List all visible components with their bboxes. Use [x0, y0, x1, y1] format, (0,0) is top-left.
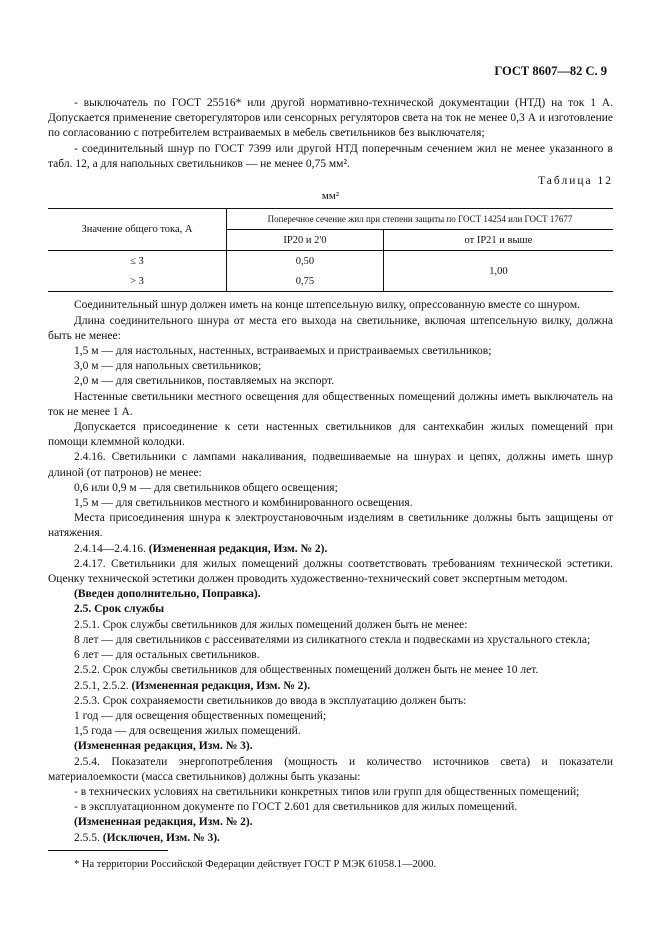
paragraph: Настенные светильники местного освещения для общественных помещений должны иметь выключатель на ток не менее 1 А.	[48, 390, 613, 418]
edit-note: (Введен дополнительно, Поправка).	[74, 588, 261, 601]
paragraph: 2.5.3. Срок сохраняемости светильников до ввода в эксплуатацию должен быть:	[74, 694, 467, 707]
paragraph: - в технических условиях на светильники конкретных типов или групп для общественных помещений;	[74, 785, 580, 798]
paragraph: - в эксплуатационном документе по ГОСТ 2.601 для светильников для жилых помещений.	[74, 801, 518, 814]
table-cell: 0,75	[227, 271, 384, 292]
paragraph: 2,0 м — для светильников, поставляемых на экспорт.	[74, 375, 335, 388]
document-body	[48, 96, 613, 872]
paragraph: 2.4.16. Светильники с лампами накаливания, подвешиваемые на шнурах и цепях, должны иметь шнур длиной (от патронов) не менее:	[48, 451, 613, 479]
table-header-group: Поперечное сечение жил при степени защиты по ГОСТ 14254 или ГОСТ 17677	[227, 209, 614, 230]
paragraph: Длина соединительного шнура от места его выхода на светильнике, включая штепсельную вилку, должна быть не менее:	[48, 314, 613, 342]
paragraph: 1,5 года — для освещения жилых помещений.	[74, 725, 301, 738]
table-12	[48, 208, 613, 292]
table-header-current: Значение общего тока, А	[48, 209, 227, 251]
paragraph: 1,5 м — для светильников местного и комбинированного освещения.	[74, 497, 413, 510]
paragraph: 1 год — для освещения общественных помещений;	[74, 709, 327, 722]
edit-note: 2.5.5. (Исключен, Изм. № 3).	[74, 831, 220, 844]
paragraph: - соединительный шнур по ГОСТ 7399 или другой НТД поперечным сечением жил не менее указанного в табл. 12, а для напольных светильников — не менее 0,75 мм².	[48, 142, 613, 170]
paragraph: Допускается присоединение к сети настенных светильников для сантехкабин жилых помещений при помощи клеммной колодки.	[48, 421, 613, 449]
paragraph: 2.5.2. Срок службы светильников для общественных помещений должен быть не менее 10 лет.	[74, 664, 539, 677]
paragraph: Соединительный шнур должен иметь на конце штепсельную вилку, опрессованную вместе со шнуром.	[74, 299, 580, 312]
table-unit: мм²	[321, 190, 340, 203]
paragraph: 6 лет — для остальных светильников.	[74, 649, 260, 662]
table-cell-merged: 1,00	[383, 251, 613, 292]
paragraph: 0,6 или 0,9 м — для светильников общего освещения;	[74, 481, 338, 494]
footnote-divider	[48, 850, 168, 851]
edit-note: 2.5.1, 2.5.2. (Измененная редакция, Изм. № 2).	[74, 679, 311, 692]
table-header-ip21: от IP21 и выше	[383, 230, 613, 251]
paragraph: 3,0 м — для напольных светильников;	[74, 360, 262, 373]
paragraph: 1,5 м — для настольных, настенных, встраиваемых и пристраиваемых светильников;	[74, 345, 492, 358]
edit-note: 2.4.14—2.4.16. (Измененная редакция, Изм. № 2).	[74, 542, 328, 555]
table-caption: Таблица 12	[538, 175, 613, 188]
table-cell: ≤ 3	[48, 251, 227, 272]
paragraph: - выключатель по ГОСТ 25516* или другой нормативно-технической документации (НТД) на ток 1 А. Допускается применение светорегуляторов или сенсорных регуляторов света на ток не менее 0,3 А и изготовление по согласованию с потребителем встраиваемых в мебель светильников без выключателя;	[48, 97, 613, 140]
edit-note: (Измененная редакция, Изм. № 2).	[74, 816, 253, 829]
table-cell: > 3	[48, 271, 227, 292]
paragraph: 2.5.4. Показатели энергопотребления (мощность и количество источников света) и показатели материалоемкости (масса светильников) должны быть указаны:	[48, 755, 613, 783]
paragraph: 8 лет — для светильников с рассеивателями из силикатного стекла и подвесками из хрустального стекла;	[74, 633, 591, 646]
paragraph: Места присоединения шнура к электроустановочным изделиям в светильнике должны быть защищены от натяжения.	[48, 512, 613, 540]
table-cell: 0,50	[227, 251, 384, 272]
paragraph: 2.4.17. Светильники для жилых помещений должны соответствовать требованиям технической эстетики. Оценку технической эстетики должен проводить художественно-технический совет экспертным методом.	[48, 557, 613, 586]
paragraph: 2.5.1. Срок службы светильников для жилых помещений должен быть не менее:	[74, 618, 468, 631]
footnote: * На территории Российской Федерации действует ГОСТ Р МЭК 61058.1—2000.	[74, 858, 437, 870]
edit-note: (Измененная редакция, Изм. № 3).	[74, 740, 253, 753]
table-header-ip20: IP20 и 2'0	[227, 230, 384, 251]
section-heading: 2.5. Срок службы	[74, 603, 165, 616]
page-header: ГОСТ 8607—82 С. 9	[494, 64, 607, 78]
